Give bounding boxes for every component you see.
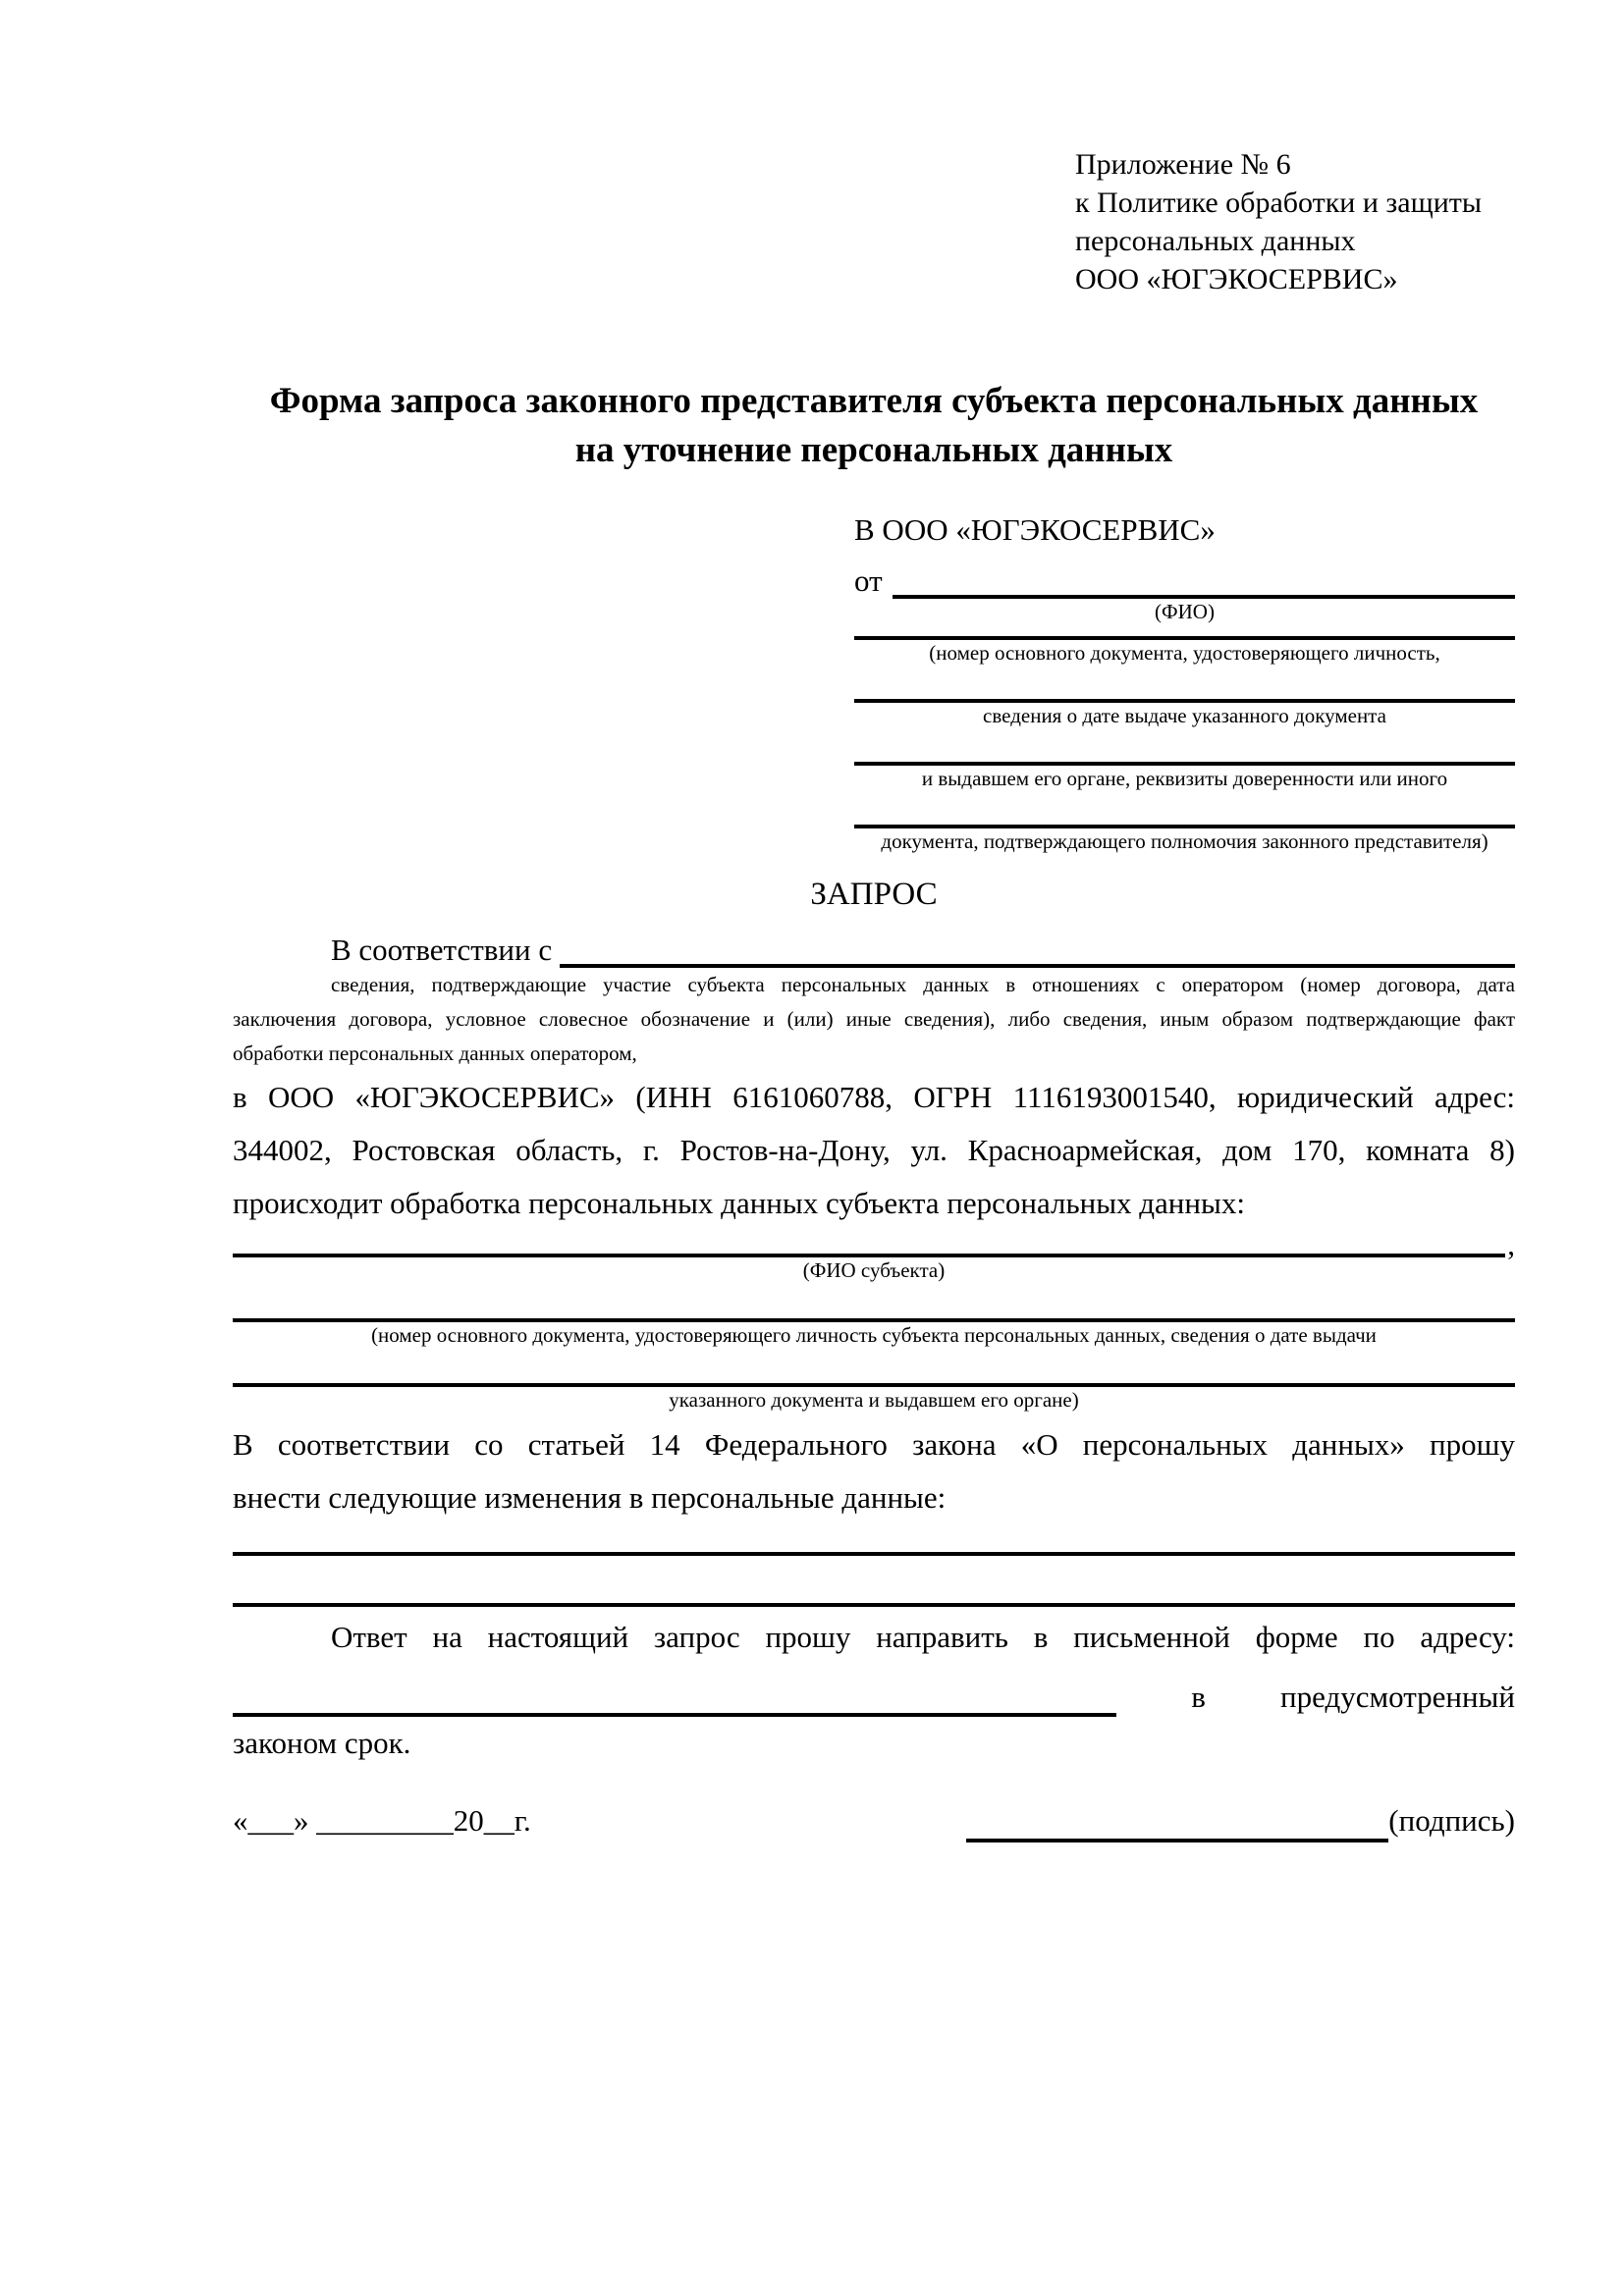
answer-paragraph-line: законом срок. bbox=[233, 1726, 411, 1760]
form-title-line2: на уточнение персональных данных bbox=[574, 430, 1173, 470]
subject-caption: (номер основного документа, удостоверяющего личность субъекта персональных данных, сведения о дате выдачи bbox=[371, 1323, 1377, 1347]
footnote bbox=[233, 968, 1515, 1071]
doc-caption: и выдавшем его органе, реквизиты доверенности или иного bbox=[921, 767, 1448, 790]
from-label: от bbox=[854, 563, 883, 598]
fio-caption: (ФИО) bbox=[1155, 600, 1215, 623]
form-title-line1: Форма запроса законного представителя субъекта персональных данных bbox=[269, 381, 1479, 421]
appendix-line: к Политике обработки и защиты bbox=[1075, 187, 1483, 219]
changes-blank-line bbox=[233, 1524, 1515, 1556]
addressee-to: В ООО «ЮГЭКОСЕРВИС» bbox=[854, 512, 1216, 547]
addressee-block bbox=[854, 508, 1515, 854]
operator-paragraph-line: в ООО «ЮГЭКОСЕРВИС» (ИНН 6161060788, ОГРН 1116193001540, юридический адрес: bbox=[233, 1080, 1515, 1114]
accordance-blank-line bbox=[560, 925, 1515, 968]
law-paragraph-line: В соответствии со статьей 14 Федерального закона «О персональных данных» прошу bbox=[233, 1427, 1515, 1462]
changes-blank-line bbox=[233, 1556, 1515, 1607]
footnote-line: обработки персональных данных оператором, bbox=[233, 1041, 637, 1065]
subject-comma: , bbox=[1507, 1227, 1515, 1261]
address-blank-line bbox=[233, 1676, 1116, 1717]
answer-word: предусмотренный bbox=[1280, 1680, 1515, 1714]
date-line: «___» _________20__г. bbox=[233, 1803, 531, 1838]
answer-word: в bbox=[1191, 1680, 1206, 1714]
appendix-line: Приложение № 6 bbox=[1075, 148, 1291, 181]
subject-fio-row bbox=[233, 1227, 1515, 1261]
address-row bbox=[233, 1664, 1515, 1717]
subject-caption: (ФИО субъекта) bbox=[802, 1258, 946, 1282]
form-title bbox=[233, 377, 1515, 475]
footnote-line: заключения договора, условное словесное обозначение и (или) иные сведения), либо сведения, иным образом подтверждающие факт bbox=[233, 1007, 1515, 1031]
doc-blank-line bbox=[854, 666, 1515, 703]
appendix-line: ООО «ЮГЭКОСЕРВИС» bbox=[1075, 263, 1398, 295]
operator-paragraph bbox=[233, 1071, 1515, 1230]
doc-caption: документа, подтверждающего полномочия законного представителя) bbox=[881, 829, 1489, 853]
signature-blank-line bbox=[966, 1803, 1388, 1842]
doc-blank-line bbox=[854, 624, 1515, 640]
operator-paragraph-line: происходит обработка персональных данных субъекта персональных данных: bbox=[233, 1186, 1245, 1220]
accordance-label: В соответствии с bbox=[331, 933, 553, 967]
footer-row bbox=[233, 1799, 1515, 1842]
subject-blank-line bbox=[233, 1295, 1515, 1322]
footnote-line: сведения, подтверждающие участие субъекта персональных данных в отношениях с оператором (номер договора, дата bbox=[331, 973, 1515, 996]
request-heading: ЗАПРОС bbox=[810, 877, 938, 912]
appendix-header bbox=[1075, 145, 1515, 298]
doc-blank-line bbox=[854, 791, 1515, 828]
doc-caption: (номер основного документа, удостоверяющего личность, bbox=[929, 641, 1440, 665]
subject-blank-line bbox=[233, 1234, 1505, 1257]
subject-blank-line bbox=[233, 1360, 1515, 1387]
subject-caption: указанного документа и выдавшем его органе) bbox=[669, 1388, 1079, 1412]
answer-paragraph-line: Ответ на настоящий запрос прошу направить в письменной форме по адресу: bbox=[331, 1620, 1515, 1654]
appendix-line: персональных данных bbox=[1075, 225, 1356, 257]
law-paragraph bbox=[233, 1418, 1515, 1524]
accordance-row bbox=[233, 919, 1515, 968]
law-paragraph-line: внести следующие изменения в персональные данные: bbox=[233, 1480, 947, 1515]
fio-blank-line bbox=[893, 558, 1515, 599]
from-row bbox=[854, 552, 1515, 599]
signature-caption: (подпись) bbox=[1388, 1803, 1515, 1838]
doc-blank-line bbox=[854, 728, 1515, 766]
operator-paragraph-line: 344002, Ростовская область, г. Ростов-на-Дону, ул. Красноармейская, дом 170, комната 8) bbox=[233, 1133, 1515, 1167]
answer-paragraph bbox=[233, 1611, 1515, 1770]
signature-group bbox=[966, 1799, 1515, 1842]
doc-caption: сведения о дате выдаче указанного документа bbox=[983, 704, 1386, 727]
